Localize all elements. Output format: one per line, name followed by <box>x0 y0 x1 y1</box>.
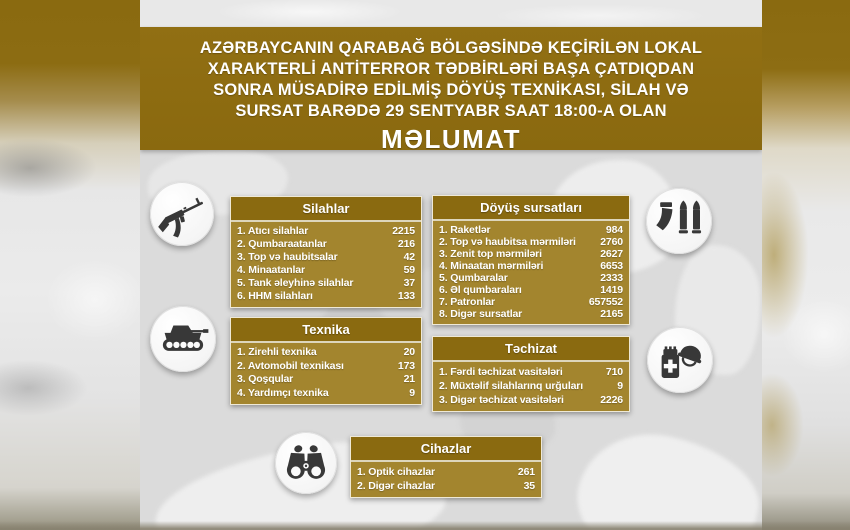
item-label: 3. Digər təchizat vasitələri <box>439 394 564 406</box>
list-item <box>439 260 623 272</box>
item-label: 1. Optik cihazlar <box>357 466 435 478</box>
list-item <box>357 479 535 493</box>
item-label: 2. Avtomobil texnikası <box>237 359 344 372</box>
item-value: 2760 <box>600 236 623 248</box>
list-item <box>439 379 623 393</box>
item-value: 2165 <box>600 308 623 320</box>
tank-icon <box>155 311 211 367</box>
item-value: 984 <box>605 224 623 236</box>
camo-background <box>140 0 762 530</box>
item-value: 710 <box>605 366 623 378</box>
list-item <box>237 373 415 387</box>
item-value: 59 <box>403 264 415 276</box>
list-item <box>439 272 623 284</box>
list-item <box>439 224 623 236</box>
header-line-2: XARAKTERLİ ANTİTERROR TƏDBİRLƏRİ BAŞA ÇATDIQDAN <box>207 60 695 78</box>
panel-silahlar <box>230 196 422 308</box>
list-item <box>237 264 415 277</box>
item-label: 1. Raketlər <box>439 224 491 236</box>
item-value: 6653 <box>600 260 623 272</box>
panel-title: Texnika <box>231 318 421 343</box>
item-value: 1419 <box>600 284 623 296</box>
list-item <box>237 238 415 251</box>
list-item <box>237 387 415 401</box>
item-value: 2215 <box>392 225 415 237</box>
panel-cihazlar <box>350 436 542 498</box>
item-label: 2. Top və haubitsa mərmiləri <box>439 236 576 248</box>
item-label: 1. Atıcı silahlar <box>237 225 309 237</box>
item-label: 5. Qumbaralar <box>439 272 508 284</box>
item-value: 657552 <box>588 296 623 308</box>
item-value: 261 <box>517 466 535 478</box>
devices-icon-badge <box>275 432 337 494</box>
blurred-right-edge <box>762 0 850 530</box>
item-value: 216 <box>397 238 415 250</box>
camo-top-strip <box>140 0 762 27</box>
item-label: 4. Yardımçı texnika <box>237 386 329 399</box>
item-label: 7. Patronlar <box>439 296 495 308</box>
item-value: 173 <box>397 359 415 372</box>
item-value: 2627 <box>600 248 623 260</box>
item-label: 8. Digər sursatlar <box>439 308 523 320</box>
list-item <box>237 225 415 238</box>
blurred-left-edge <box>0 0 141 530</box>
vehicles-icon-badge <box>150 306 216 372</box>
list-item <box>237 277 415 290</box>
item-label: 6. HHM silahları <box>237 290 313 302</box>
item-label: 6. Əl qumbaraları <box>439 284 522 296</box>
item-label: 3. Qoşqular <box>237 373 294 385</box>
panel-title: Döyüş sursatları <box>433 196 629 221</box>
panel-doyus-sursatlari <box>432 195 630 325</box>
list-item <box>439 296 623 308</box>
item-value: 21 <box>403 373 415 385</box>
item-label: 5. Tank əleyhinə silahlar <box>237 277 354 289</box>
panel-techizat <box>432 336 630 412</box>
panel-title: Təchizat <box>433 337 629 362</box>
item-value: 2333 <box>600 272 623 284</box>
item-value: 35 <box>523 480 535 492</box>
list-item <box>439 248 623 260</box>
camo-blob <box>566 418 762 530</box>
item-value: 20 <box>403 346 415 358</box>
list-item <box>357 465 535 479</box>
list-item <box>237 251 415 264</box>
item-label: 1. Zirehli texnika <box>237 346 317 358</box>
item-label: 1. Fərdi təchizat vasitələri <box>439 366 563 378</box>
helmet-medkit-icon <box>652 332 708 388</box>
list-item <box>237 360 415 374</box>
item-value: 42 <box>403 251 415 263</box>
ak47-rifle-icon <box>153 185 211 243</box>
list-item <box>439 308 623 320</box>
item-label: 4. Minaatan mərmiləri <box>439 260 544 272</box>
header-line-4: SURSAT BARƏDƏ 29 SENTYABR SAAT 18:00-A OLAN <box>235 102 667 120</box>
blurred-bottom-edge <box>0 521 850 530</box>
item-value: 2226 <box>600 394 623 406</box>
header-line-1: AZƏRBAYCANIN QARABAĞ BÖLGƏSİNDƏ KEÇİRİLƏN LOKAL <box>199 39 703 57</box>
item-value: 133 <box>397 290 415 302</box>
item-label: 2. Qumbaraatanlar <box>237 238 327 250</box>
list-item <box>439 365 623 379</box>
panel-title: Cihazlar <box>351 437 541 462</box>
magazine-bullets-icon <box>651 193 707 249</box>
list-item <box>237 290 415 303</box>
item-label: 3. Zenit top mərmiləri <box>439 248 542 260</box>
panel-title: Silahlar <box>231 197 421 222</box>
item-label: 4. Minaatanlar <box>237 264 305 276</box>
list-item <box>237 346 415 360</box>
binoculars-icon <box>280 437 332 489</box>
item-label: 2. Digər cihazlar <box>357 480 435 492</box>
list-item <box>439 236 623 248</box>
item-value: 37 <box>403 277 415 289</box>
weapons-icon-badge <box>150 182 214 246</box>
panel-texnika <box>230 317 422 405</box>
header-block <box>140 27 762 154</box>
item-label: 3. Top və haubitsalar <box>237 251 338 263</box>
page-title: MƏLUMAT <box>380 124 522 154</box>
list-item <box>439 284 623 296</box>
ammunition-icon-badge <box>646 188 712 254</box>
header-line-3: SONRA MÜSADİRƏ EDİLMİŞ DÖYÜŞ TEXNİKASI, SİLAH VƏ <box>213 81 689 99</box>
item-value: 9 <box>409 386 415 399</box>
list-item <box>439 393 623 407</box>
item-label: 2. Müxtəlif silahlarınq urğuları <box>439 380 583 392</box>
equipment-icon-badge <box>647 327 713 393</box>
item-value: 9 <box>617 380 623 392</box>
